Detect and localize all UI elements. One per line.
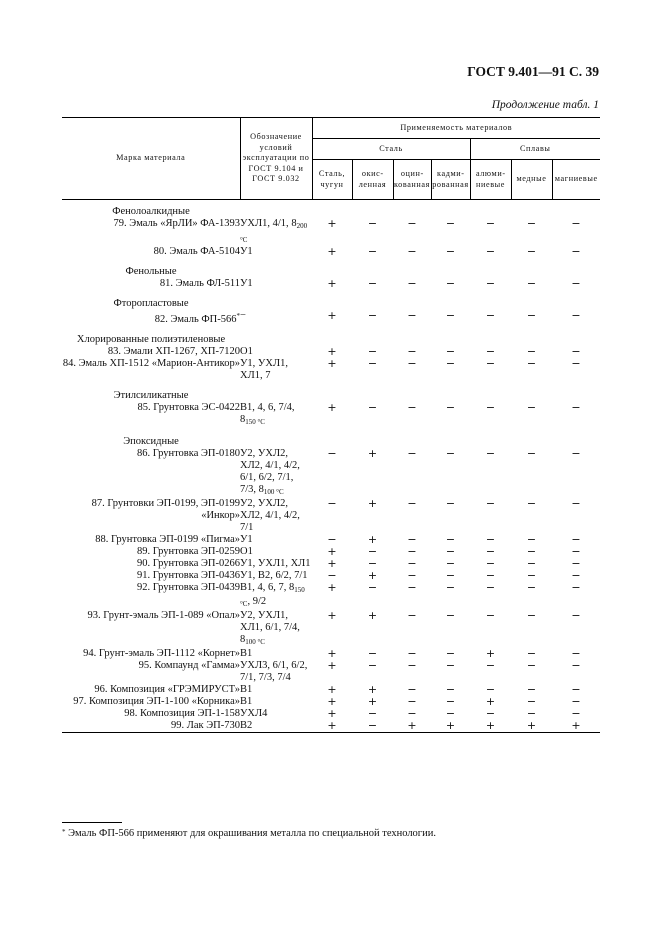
temperature-subscript: 200 °С xyxy=(240,222,308,244)
material-mark: 79. Эмаль «ЯрЛИ» ФА-1393 xyxy=(113,218,240,229)
val-magnesium: − xyxy=(571,345,581,358)
empty-cell xyxy=(393,326,431,346)
val-magnesium: − xyxy=(571,609,581,622)
empty-cell xyxy=(470,326,511,346)
val-aluminum: − xyxy=(485,683,496,696)
conditions-cell: У2, УХЛ1, ХЛ1, 6/1, 7/4, $8_{100 ^\circ С}$ xyxy=(240,610,300,646)
val-cadmium: − xyxy=(445,581,456,594)
val-copper: − xyxy=(526,557,537,570)
footnote-divider xyxy=(62,822,122,823)
val-galvanized: − xyxy=(407,707,417,720)
material-mark: 81. Эмаль ФЛ-511 xyxy=(159,278,240,289)
empty-cell xyxy=(240,382,312,402)
conditions-cell: В2 xyxy=(240,720,312,733)
val-aluminum: − xyxy=(485,357,496,370)
conditions-cell: У1, УХЛ1, ХЛ1 xyxy=(240,558,311,569)
footnote-marker: * xyxy=(62,828,66,836)
col-header-alloys: Сплавы xyxy=(470,139,600,160)
material-mark: 85. Грунтовка ЭС-0422 xyxy=(137,402,240,413)
val-aluminum: − xyxy=(485,545,496,558)
material-mark: 89. Грунтовка ЭП-0259 xyxy=(136,546,240,557)
val-steel-iron: + xyxy=(327,245,337,258)
material-mark: 97. Композиция ЭП-1-100 «Корника» xyxy=(73,696,240,707)
col-header-applicability: Применяемость материалов xyxy=(312,118,600,139)
empty-cell xyxy=(431,428,470,448)
val-steel-iron: − xyxy=(327,569,337,582)
table-row xyxy=(62,498,600,534)
val-galvanized: − xyxy=(407,277,417,290)
val-copper: − xyxy=(526,581,537,594)
val-oxidized: − xyxy=(367,357,378,370)
conditions-cell: У1, В2, 6/2, 7/1 xyxy=(240,570,308,581)
table-header xyxy=(62,118,600,200)
val-steel-iron: + xyxy=(327,277,337,290)
col-header-mark: Марка материала xyxy=(62,118,240,200)
val-cadmium: − xyxy=(445,217,456,230)
empty-cell xyxy=(393,382,431,402)
empty-cell xyxy=(240,258,312,278)
empty-cell xyxy=(312,258,352,278)
val-oxidized: − xyxy=(367,277,378,290)
group-row xyxy=(62,326,600,346)
val-aluminum: + xyxy=(470,720,511,733)
table-row xyxy=(62,720,600,733)
col-header-magnesium: магниевые xyxy=(552,160,600,200)
materials-table xyxy=(62,117,600,733)
val-oxidized: − xyxy=(367,707,378,720)
col-header-designation: Обозначение условий эксплуатации по ГОСТ 9.104 и ГОСТ 9.032 xyxy=(240,118,312,200)
val-magnesium: − xyxy=(571,545,581,558)
val-galvanized: − xyxy=(407,309,417,322)
val-steel-iron: + xyxy=(327,683,337,696)
val-copper: − xyxy=(526,277,537,290)
val-galvanized: − xyxy=(407,401,417,414)
material-mark: 82. Эмаль ФП-566* xyxy=(154,312,240,325)
val-oxidized: − xyxy=(367,545,378,558)
val-copper: − xyxy=(526,357,537,370)
val-cadmium: − xyxy=(445,707,456,720)
val-steel-iron: + xyxy=(327,401,337,414)
val-aluminum: − xyxy=(485,497,496,510)
val-copper: − xyxy=(526,497,537,510)
empty-cell xyxy=(352,290,393,310)
val-copper: − xyxy=(526,683,537,696)
empty-cell xyxy=(470,428,511,448)
val-aluminum: − xyxy=(485,557,496,570)
val-galvanized: + xyxy=(393,720,431,733)
val-aluminum: − xyxy=(485,533,496,546)
val-oxidized: − xyxy=(352,720,393,733)
val-galvanized: − xyxy=(407,545,417,558)
empty-cell xyxy=(352,258,393,278)
val-galvanized: − xyxy=(407,569,417,582)
val-oxidized: + xyxy=(367,695,378,708)
val-copper: − xyxy=(526,217,537,230)
conditions-cell: УХЛ3, 6/1, 6/2, 7/1, 7/3, 7/4 xyxy=(240,660,308,683)
group-heading: Фенолоалкидные xyxy=(112,206,190,217)
val-cadmium: − xyxy=(445,569,456,582)
empty-cell xyxy=(240,206,312,218)
val-aluminum: − xyxy=(485,245,496,258)
material-mark: 80. Эмаль ФА-5104 xyxy=(153,246,240,257)
val-steel-iron: + xyxy=(327,609,337,622)
val-cadmium: − xyxy=(445,447,456,460)
val-copper: − xyxy=(526,569,537,582)
val-oxidized: − xyxy=(367,647,378,660)
table-row xyxy=(62,402,600,428)
val-magnesium: − xyxy=(571,401,581,414)
val-oxidized: − xyxy=(367,557,378,570)
val-galvanized: − xyxy=(407,533,417,546)
conditions-cell: − xyxy=(240,310,246,321)
footnote-ref: * xyxy=(236,312,240,320)
empty-cell xyxy=(511,382,552,402)
table-row xyxy=(62,610,600,648)
empty-cell xyxy=(470,258,511,278)
val-aluminum: − xyxy=(485,309,496,322)
val-copper: + xyxy=(511,720,552,733)
conditions-cell: У1 xyxy=(240,534,253,545)
val-magnesium: + xyxy=(552,720,600,733)
material-mark: 96. Композиция «ГРЭМИРУСТ» xyxy=(94,684,240,695)
val-oxidized: − xyxy=(367,245,378,258)
val-magnesium: − xyxy=(571,533,581,546)
val-cadmium: − xyxy=(445,695,456,708)
val-steel-iron: + xyxy=(327,647,337,660)
val-galvanized: − xyxy=(407,695,417,708)
val-steel-iron: − xyxy=(327,533,337,546)
empty-cell xyxy=(511,326,552,346)
group-heading: Фенольные xyxy=(125,266,177,277)
empty-cell xyxy=(240,428,312,448)
table-row xyxy=(62,660,600,684)
val-oxidized: − xyxy=(367,217,378,230)
val-magnesium: − xyxy=(571,309,581,322)
val-magnesium: − xyxy=(571,357,581,370)
val-aluminum: − xyxy=(485,659,496,672)
empty-cell xyxy=(312,382,352,402)
val-magnesium: − xyxy=(571,497,581,510)
group-row xyxy=(62,382,600,402)
val-aluminum: − xyxy=(485,277,496,290)
val-cadmium: − xyxy=(445,659,456,672)
val-copper: − xyxy=(526,447,537,460)
val-galvanized: − xyxy=(407,581,417,594)
val-aluminum: − xyxy=(485,217,496,230)
material-mark: 92. Грунтовка ЭП-0439 xyxy=(136,582,240,593)
val-aluminum: − xyxy=(485,401,496,414)
val-aluminum: + xyxy=(485,695,496,708)
val-aluminum: − xyxy=(485,581,496,594)
val-galvanized: − xyxy=(407,609,417,622)
conditions-cell: О1 xyxy=(240,346,253,357)
empty-cell xyxy=(511,290,552,310)
footnote xyxy=(62,828,436,839)
val-magnesium: − xyxy=(571,695,581,708)
col-header-cadmium: кадмированная xyxy=(431,160,470,200)
conditions-cell: У1 xyxy=(240,278,253,289)
val-steel-iron: + xyxy=(327,217,337,230)
material-mark: 94. Грунт-эмаль ЭП-1112 «Корнет» xyxy=(83,648,240,659)
material-mark: 98. Композиция ЭП-1-158 xyxy=(124,708,240,719)
empty-cell xyxy=(431,326,470,346)
page-header: ГОСТ 9.401—91 С. 39 xyxy=(467,64,599,79)
empty-cell xyxy=(470,290,511,310)
empty-cell xyxy=(431,258,470,278)
val-steel-iron: + xyxy=(327,707,337,720)
conditions-cell: У1 xyxy=(240,246,253,257)
val-cadmium: − xyxy=(445,401,456,414)
group-heading: Этилсиликатные xyxy=(113,390,189,401)
conditions-cell: О1 xyxy=(240,546,253,557)
val-aluminum: − xyxy=(485,707,496,720)
conditions-cell: УХЛ1, 4/1, $8_{200 ^\circ С}$ xyxy=(240,218,308,244)
temperature-subscript: 150 °С xyxy=(240,586,305,608)
val-copper: − xyxy=(526,533,537,546)
val-copper: − xyxy=(526,695,537,708)
val-copper: − xyxy=(526,401,537,414)
val-magnesium: − xyxy=(571,647,581,660)
val-steel-iron: − xyxy=(327,497,337,510)
val-oxidized: − xyxy=(367,659,378,672)
group-row xyxy=(62,290,600,310)
empty-cell xyxy=(552,290,600,310)
conditions-cell: УХЛ4 xyxy=(240,708,268,719)
val-cadmium: − xyxy=(445,533,456,546)
val-oxidized: − xyxy=(367,309,378,322)
empty-cell xyxy=(352,428,393,448)
material-mark: 84. Эмаль ХП-1512 «Марион-Антикор» xyxy=(62,358,240,369)
table-row xyxy=(62,358,600,382)
empty-cell xyxy=(393,428,431,448)
val-copper: − xyxy=(526,545,537,558)
table-row xyxy=(62,310,600,326)
col-header-oxidized: окисленная xyxy=(352,160,393,200)
val-magnesium: − xyxy=(571,683,581,696)
table-row xyxy=(62,278,600,290)
material-mark: 83. Эмали ХП-1267, ХП-7120 xyxy=(107,346,240,357)
val-steel-iron: + xyxy=(327,545,337,558)
group-heading: Фторопластовые xyxy=(113,298,189,309)
material-mark: 87. Грунтовки ЭП-0199, ЭП-0199 «Инкор» xyxy=(91,498,240,521)
val-copper: − xyxy=(526,647,537,660)
col-header-steel: Сталь xyxy=(312,139,470,160)
val-aluminum: − xyxy=(485,345,496,358)
empty-cell xyxy=(431,382,470,402)
empty-cell xyxy=(312,290,352,310)
val-copper: − xyxy=(526,245,537,258)
material-mark: 95. Компаунд «Гамма» xyxy=(138,660,240,671)
conditions-cell: У2, УХЛ2, ХЛ2, 4/1, 4/2, 7/1 xyxy=(240,498,300,533)
val-magnesium: − xyxy=(571,217,581,230)
empty-cell xyxy=(352,382,393,402)
val-cadmium: − xyxy=(445,357,456,370)
val-magnesium: − xyxy=(571,245,581,258)
table-continuation-label: Продолжение табл. 1 xyxy=(491,99,599,111)
val-oxidized: − xyxy=(367,345,378,358)
val-oxidized: + xyxy=(367,683,378,696)
table-row xyxy=(62,448,600,498)
val-galvanized: − xyxy=(407,357,417,370)
val-galvanized: − xyxy=(407,217,417,230)
val-cadmium: − xyxy=(445,609,456,622)
val-cadmium: − xyxy=(445,557,456,570)
val-magnesium: − xyxy=(571,581,581,594)
val-copper: − xyxy=(526,707,537,720)
val-oxidized: + xyxy=(367,533,378,546)
val-cadmium: − xyxy=(445,245,456,258)
conditions-cell: У1, УХЛ1, ХЛ1, 7 xyxy=(240,358,288,381)
empty-cell xyxy=(240,290,312,310)
val-aluminum: + xyxy=(485,647,496,660)
val-galvanized: − xyxy=(407,447,417,460)
val-aluminum: − xyxy=(485,569,496,582)
conditions-cell: В1 xyxy=(240,696,253,707)
conditions-cell: В1, 4, 6, 7, $8_{150 ^\circ С}$, 9/2 xyxy=(240,582,305,608)
val-copper: − xyxy=(526,309,537,322)
val-magnesium: − xyxy=(571,707,581,720)
val-galvanized: − xyxy=(407,647,417,660)
empty-cell xyxy=(552,428,600,448)
conditions-cell: В1 xyxy=(240,648,253,659)
group-row xyxy=(62,258,600,278)
empty-cell xyxy=(552,326,600,346)
val-steel-iron: + xyxy=(327,357,337,370)
val-magnesium: − xyxy=(571,569,581,582)
empty-cell xyxy=(431,290,470,310)
empty-cell xyxy=(552,258,600,278)
val-steel-iron: + xyxy=(327,309,337,322)
col-header-copper: медные xyxy=(511,160,552,200)
val-steel-iron: − xyxy=(327,447,337,460)
val-steel-iron: + xyxy=(312,720,352,733)
val-galvanized: − xyxy=(407,245,417,258)
val-cadmium: − xyxy=(445,309,456,322)
val-oxidized: + xyxy=(367,569,378,582)
temperature-subscript: 100 °С xyxy=(245,638,265,646)
empty-cell xyxy=(393,258,431,278)
val-cadmium: − xyxy=(445,683,456,696)
empty-cell xyxy=(511,258,552,278)
material-mark: 86. Грунтовка ЭП-0180 xyxy=(136,448,240,459)
group-heading: Эпоксидные xyxy=(123,436,179,447)
val-steel-iron: + xyxy=(327,659,337,672)
empty-cell xyxy=(240,326,312,346)
val-aluminum: − xyxy=(485,609,496,622)
table-body xyxy=(62,200,600,733)
val-copper: − xyxy=(526,345,537,358)
empty-cell xyxy=(552,382,600,402)
val-magnesium: − xyxy=(571,277,581,290)
material-mark: 93. Грунт-эмаль ЭП-1-089 «Опал» xyxy=(87,610,240,621)
val-oxidized: − xyxy=(367,581,378,594)
val-magnesium: − xyxy=(571,557,581,570)
group-heading: Хлорированные полиэтиленовые xyxy=(76,334,226,345)
val-oxidized: + xyxy=(367,497,378,510)
val-cadmium: − xyxy=(445,497,456,510)
group-row xyxy=(62,428,600,448)
val-steel-iron: + xyxy=(327,557,337,570)
val-cadmium: − xyxy=(445,545,456,558)
empty-cell xyxy=(312,326,352,346)
material-mark: 99. Лак ЭП-730 xyxy=(62,720,240,733)
val-galvanized: − xyxy=(407,345,417,358)
val-steel-iron: + xyxy=(327,695,337,708)
val-copper: − xyxy=(526,609,537,622)
val-copper: − xyxy=(526,659,537,672)
material-mark: 88. Грунтовка ЭП-0199 «Пигма» xyxy=(95,534,240,545)
temperature-subscript: 150 °С xyxy=(245,418,265,426)
val-steel-iron: + xyxy=(327,581,337,594)
val-oxidized: + xyxy=(367,447,378,460)
val-aluminum: − xyxy=(485,447,496,460)
val-cadmium: − xyxy=(445,277,456,290)
val-galvanized: − xyxy=(407,683,417,696)
val-galvanized: − xyxy=(407,497,417,510)
col-header-galvanized: оцинкованная xyxy=(393,160,431,200)
col-header-steel-iron: Сталь, чугун xyxy=(312,160,352,200)
val-magnesium: − xyxy=(571,447,581,460)
conditions-cell: У2, УХЛ2, ХЛ2, 4/1, 4/2, 6/1, 6/2, 7/1, 7/3, $8_{100 ^\circ С}$ xyxy=(240,448,300,496)
table-row xyxy=(62,218,600,246)
val-cadmium: − xyxy=(445,345,456,358)
table-row xyxy=(62,246,600,258)
val-steel-iron: + xyxy=(327,345,337,358)
col-header-aluminum: алюминиевые xyxy=(470,160,511,200)
empty-cell xyxy=(393,290,431,310)
material-mark: 91. Грунтовка ЭП-0436 xyxy=(136,570,240,581)
val-oxidized: − xyxy=(367,401,378,414)
material-mark: 90. Грунтовка ЭП-0266 xyxy=(136,558,240,569)
conditions-cell: В1 xyxy=(240,684,253,695)
val-galvanized: − xyxy=(407,557,417,570)
val-cadmium: − xyxy=(445,647,456,660)
empty-cell xyxy=(511,428,552,448)
val-cadmium: + xyxy=(431,720,470,733)
table-row xyxy=(62,582,600,610)
empty-cell xyxy=(470,382,511,402)
conditions-cell: В1, 4, 6, 7/4, $8_{150 ^\circ С}$ xyxy=(240,402,295,426)
footnote-text: Эмаль ФП-566 применяют для окрашивания металла по специальной технологии. xyxy=(65,828,436,839)
empty-cell xyxy=(312,428,352,448)
empty-cell xyxy=(352,326,393,346)
val-oxidized: + xyxy=(367,609,378,622)
temperature-subscript: 100 °С xyxy=(263,488,284,496)
val-magnesium: − xyxy=(571,659,581,672)
val-galvanized: − xyxy=(407,659,417,672)
